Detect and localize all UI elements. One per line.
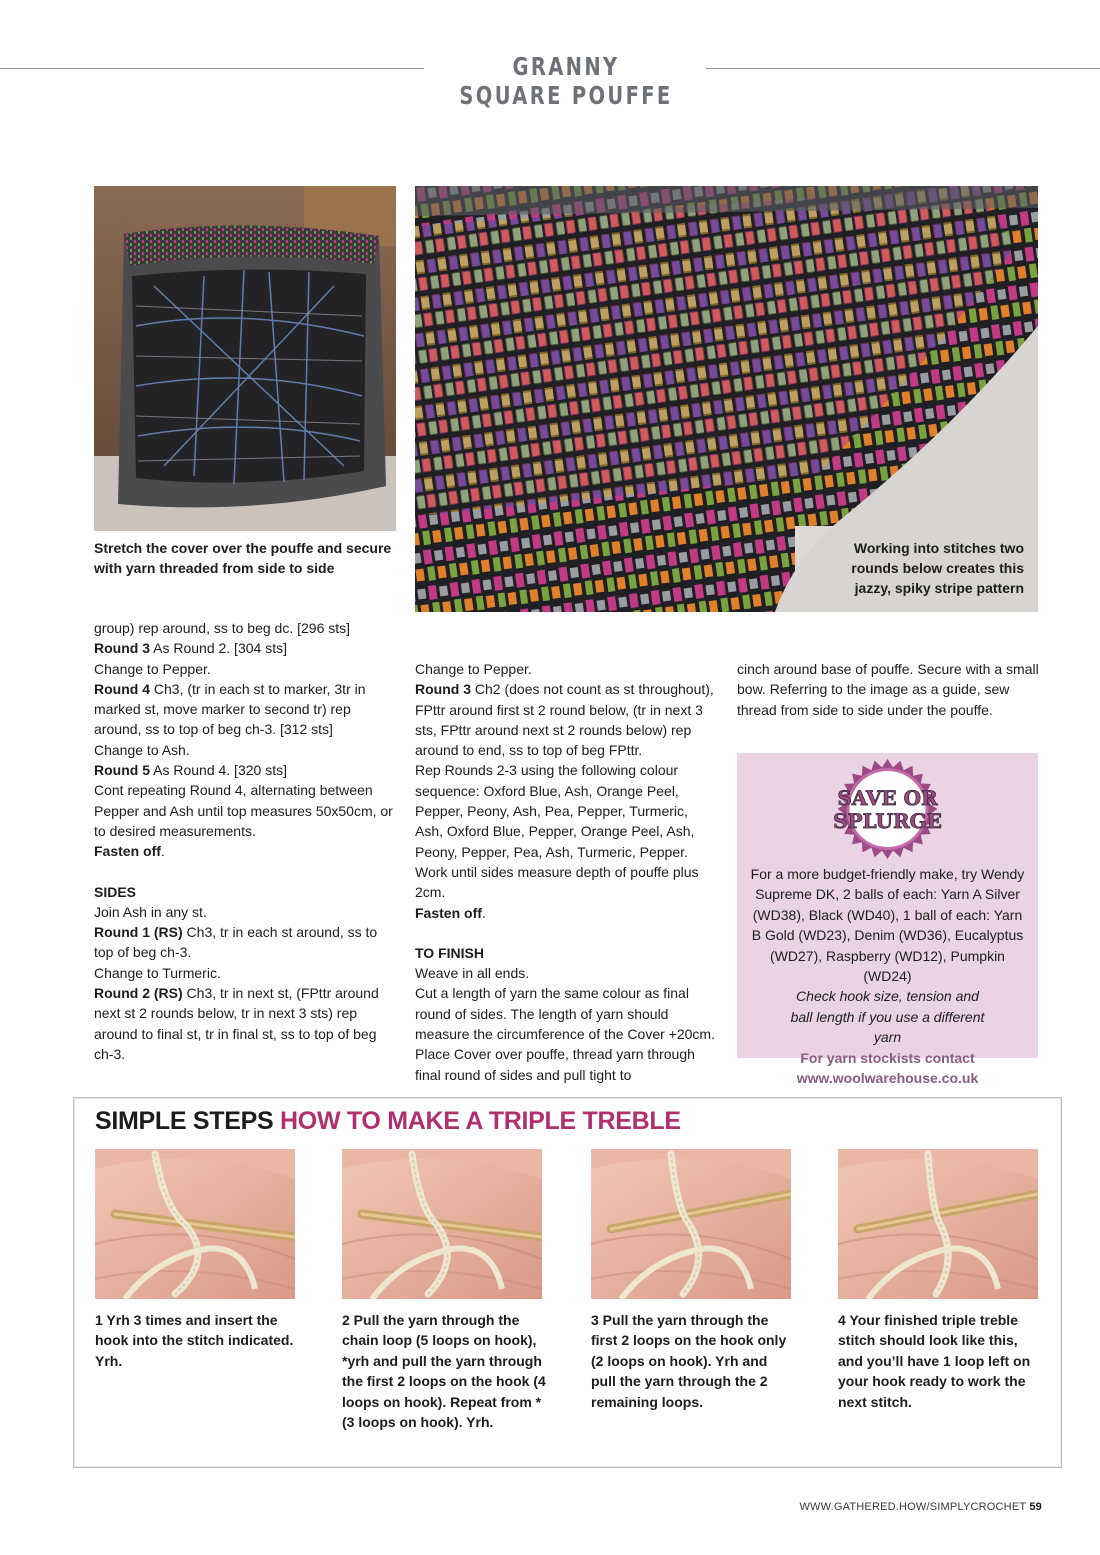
pattern-paragraph (94, 760, 396, 780)
paragraph-text: Change to Turmeric. (94, 964, 221, 981)
pattern-paragraph (737, 659, 1039, 720)
step-4-photo (838, 1149, 1038, 1299)
paragraph-text: . (160, 843, 165, 860)
save-or-splurge-box (737, 753, 1038, 1087)
pattern-paragraph (415, 983, 717, 1084)
badge-line-1: SAVE OR (837, 786, 938, 810)
paragraph-text: Ch2 (does not count as st throughout), FPttr around first st 2 round below, (tr in next 3 sts, FPttr around next st 2 rounds below) rep around to end, ss to top of beg FPttr. (415, 681, 714, 759)
paragraph-gap (94, 862, 396, 882)
round-label: Round 4 (94, 680, 150, 697)
stockists-label: For yarn stockists contact (800, 1049, 975, 1066)
header-rule-right (706, 68, 1100, 69)
steps-title-a: SIMPLE STEPS (95, 1107, 274, 1135)
simple-steps-title (95, 1107, 681, 1136)
pattern-paragraph (94, 922, 396, 963)
paragraph-text: Ch3, tr in next st, (FPttr around next st 2 rounds below, tr in next 3 sts) rep around to final st, tr in final st, ss to top of beg ch-3. (94, 985, 379, 1062)
text-column-2 (415, 659, 717, 1085)
text-column-3 (737, 659, 1039, 720)
pattern-paragraph (415, 679, 717, 760)
header-rule-left (0, 68, 424, 69)
left-photo-caption: Stretch the cover over the pouffe and secure with yarn threaded from side to side (94, 540, 392, 576)
paragraph-text: group) rep around, ss to beg dc. [296 sts] (94, 620, 351, 636)
pattern-paragraph (415, 760, 717, 902)
budget-yarn-text: For a more budget-friendly make, try Wendy Supreme DK, 2 balls of each: Yarn A Silver (WD38), Black (WD40), 1 ball of each: Yarn B Gold (WD23), Denim (WD36), Eucalyptus (WD27), Raspberry (WD12), Pumpkin (WD24) (750, 866, 1025, 985)
step-1-text: 1 Yrh 3 times and insert the hook into the stitch indicated. Yrh. (95, 1312, 294, 1369)
round-label: Fasten off (94, 843, 161, 860)
paragraph-text: Ch3, tr in each st around, ss to top of beg ch-3. (94, 924, 378, 961)
section-heading: TO FINISH (415, 944, 484, 961)
step-3-text: 3 Pull the yarn through the first 2 loops on the hook only (2 loops on hook). Yrh and pull the yarn through the 2 remaining loops. (591, 1312, 787, 1410)
paragraph-text: Change to Pepper. (94, 660, 211, 677)
stockists-link[interactable]: www.woolwarehouse.co.uk (796, 1070, 979, 1087)
pattern-paragraph (94, 780, 396, 841)
paragraph-text: Cut a length of yarn the same colour as final round of sides. The length of yarn should measure the circumference of the Cover +20cm. Place Cover over pouffe, thread yarn through final round of sides and pull tight to (415, 985, 715, 1083)
page-header-title: GRANNY SQUARE POUFFE (459, 52, 673, 110)
pattern-paragraph (94, 841, 396, 861)
step-1-photo (95, 1149, 295, 1299)
pattern-paragraph (94, 638, 396, 658)
pattern-paragraph (415, 903, 717, 923)
pattern-paragraph (415, 963, 717, 983)
paragraph-text: Rep Rounds 2-3 using the following colour sequence: Oxford Blue, Ash, Orange Peel, Pepper, Peony, Ash, Pea, Pepper, Turmeric, Ash, Oxford Blue, Pepper, Orange Peel, Ash, Peony, Pepper, Pea, Ash, Turmeric, Pepper. Work until sides measure depth of pouffe plus 2cm. (415, 762, 699, 901)
step-2-text: 2 Pull the yarn through the chain loop (5 loops on hook), *yrh and pull the yarn through the first 2 loops on the hook (4 loops on hook). Repeat from * (3 loops on hook). Yrh. (342, 1312, 546, 1431)
text-column-1 (94, 618, 396, 1064)
paragraph-text: As Round 4. [320 sts] (150, 762, 287, 779)
page-number: 59 (1029, 1501, 1042, 1513)
badge-line-2: SPLURGE (833, 809, 942, 833)
paragraph-text: As Round 2. [304 sts] (150, 640, 287, 657)
paragraph-text: . (481, 904, 486, 921)
section-heading: SIDES (94, 883, 137, 900)
step-2-photo (342, 1149, 542, 1299)
pattern-paragraph (94, 963, 396, 983)
pouffe-underside-photo (94, 186, 396, 531)
pattern-paragraph (94, 679, 396, 740)
check-tension-note: Check hook size, tension and ball length if you use a different yarn (790, 988, 985, 1046)
right-photo-caption: Working into stitches two rounds below creates this jazzy, spiky stripe pattern (851, 540, 1024, 596)
footer-url[interactable]: WWW.GATHERED.HOW/SIMPLYCROCHET (799, 1501, 1027, 1513)
pattern-paragraph (94, 902, 396, 922)
paragraph-text: Join Ash in any st. (94, 903, 207, 920)
steps-title-b: HOW TO MAKE A TRIPLE TREBLE (280, 1107, 681, 1135)
round-label: Round 3 (415, 681, 471, 698)
step-4-text: 4 Your finished triple treble stitch should look like this, and you’ll have 1 loop left on your hook ready to work the next stitch. (838, 1312, 1031, 1410)
round-label: Fasten off (415, 904, 482, 921)
paragraph-text: cinch around base of pouffe. Secure with a small bow. Referring to the image as a guide, sew thread from side to side under the pouffe. (737, 661, 1039, 718)
paragraph-text: Weave in all ends. (415, 965, 530, 982)
paragraph-text: Cont repeating Round 4, alternating between Pepper and Ash until top measures 50x50cm, or to desired measurements. (94, 782, 393, 839)
pattern-paragraph (94, 659, 396, 679)
save-or-splurge-text (737, 864, 1038, 1088)
paragraph-text: Change to Ash. (94, 741, 190, 758)
pattern-paragraph (415, 659, 717, 679)
paragraph-gap (415, 923, 717, 943)
round-label: Round 3 (94, 640, 150, 657)
save-or-splurge-badge (817, 759, 958, 859)
pattern-paragraph (94, 740, 396, 760)
paragraph-text: Ch3, (tr in each st to marker, 3tr in marked st, move marker to second tr) rep around, ss to top of beg ch-3. [312 sts] (94, 680, 366, 738)
pattern-paragraph (94, 618, 396, 638)
paragraph-text: Change to Pepper. (415, 661, 532, 677)
pattern-paragraph (94, 983, 396, 1064)
step-3-photo (591, 1149, 791, 1299)
page-footer (799, 1501, 1042, 1513)
round-label: Round 2 (RS) (94, 985, 183, 1002)
round-label: Round 1 (RS) (94, 924, 183, 941)
round-label: Round 5 (94, 762, 150, 779)
